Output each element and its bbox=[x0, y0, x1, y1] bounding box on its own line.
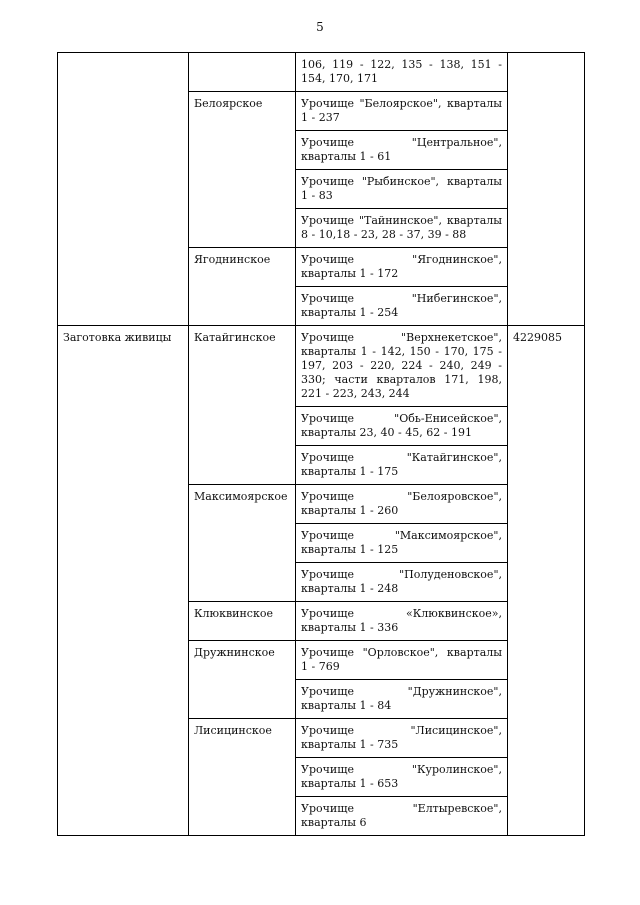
tract-cell: Урочище "Белояровское", кварталы 1 - 260 bbox=[296, 485, 508, 524]
forest-use-table bbox=[57, 52, 585, 836]
tract-cell: Урочище "Максимоярское", кварталы 1 - 125 bbox=[296, 524, 508, 563]
activity-cell: Заготовка живицы bbox=[58, 326, 189, 836]
volume-cell bbox=[508, 53, 585, 326]
tract-cell: Урочище "Елтыревское", кварталы 6 bbox=[296, 797, 508, 836]
tract-cell: Урочище "Белоярское", кварталы 1 - 237 bbox=[296, 92, 508, 131]
tract-cell: Урочище "Нибегинское", кварталы 1 - 254 bbox=[296, 287, 508, 326]
tract-cell: Урочище "Верхнекетское", кварталы 1 - 142, 150 - 170, 175 - 197, 203 - 220, 224 - 240, 249 - 330; части кварталов 171, 198, 221 - 223, 243, 244 bbox=[296, 326, 508, 407]
forestry-cell: Лисицинское bbox=[189, 719, 296, 836]
activity-cell bbox=[58, 53, 189, 326]
tract-cell: Урочище "Ягоднинское", кварталы 1 - 172 bbox=[296, 248, 508, 287]
tract-cell: Урочище "Лисицинское", кварталы 1 - 735 bbox=[296, 719, 508, 758]
forestry-cell: Катайгинское bbox=[189, 326, 296, 485]
tract-cell: Урочище "Тайнинское", кварталы 8 - 10,18 - 23, 28 - 37, 39 - 88 bbox=[296, 209, 508, 248]
table-row bbox=[58, 326, 585, 407]
tract-cell: Урочище "Дружнинское", кварталы 1 - 84 bbox=[296, 680, 508, 719]
forestry-cell: Ягоднинское bbox=[189, 248, 296, 326]
tract-cell: Урочище "Обь-Енисейское", кварталы 23, 40 - 45, 62 - 191 bbox=[296, 407, 508, 446]
forestry-cell: Белоярское bbox=[189, 92, 296, 248]
volume-cell: 4229085 bbox=[508, 326, 585, 836]
table-row bbox=[58, 53, 585, 92]
tract-cell: 106, 119 - 122, 135 - 138, 151 - 154, 170, 171 bbox=[296, 53, 508, 92]
tract-cell: Урочище "Катайгинское", кварталы 1 - 175 bbox=[296, 446, 508, 485]
tract-cell: Урочище "Рыбинское", кварталы 1 - 83 bbox=[296, 170, 508, 209]
forestry-cell: Максимоярское bbox=[189, 485, 296, 602]
tract-cell: Урочище "Центральное", кварталы 1 - 61 bbox=[296, 131, 508, 170]
tract-cell: Урочище "Куролинское", кварталы 1 - 653 bbox=[296, 758, 508, 797]
tract-cell: Урочище «Клюквинское», кварталы 1 - 336 bbox=[296, 602, 508, 641]
forestry-cell bbox=[189, 53, 296, 92]
forestry-cell: Клюквинское bbox=[189, 602, 296, 641]
tract-cell: Урочище "Полуденовское", кварталы 1 - 248 bbox=[296, 563, 508, 602]
forestry-cell: Дружнинское bbox=[189, 641, 296, 719]
tract-cell: Урочище "Орловское", кварталы 1 - 769 bbox=[296, 641, 508, 680]
page-number: 5 bbox=[316, 20, 324, 34]
